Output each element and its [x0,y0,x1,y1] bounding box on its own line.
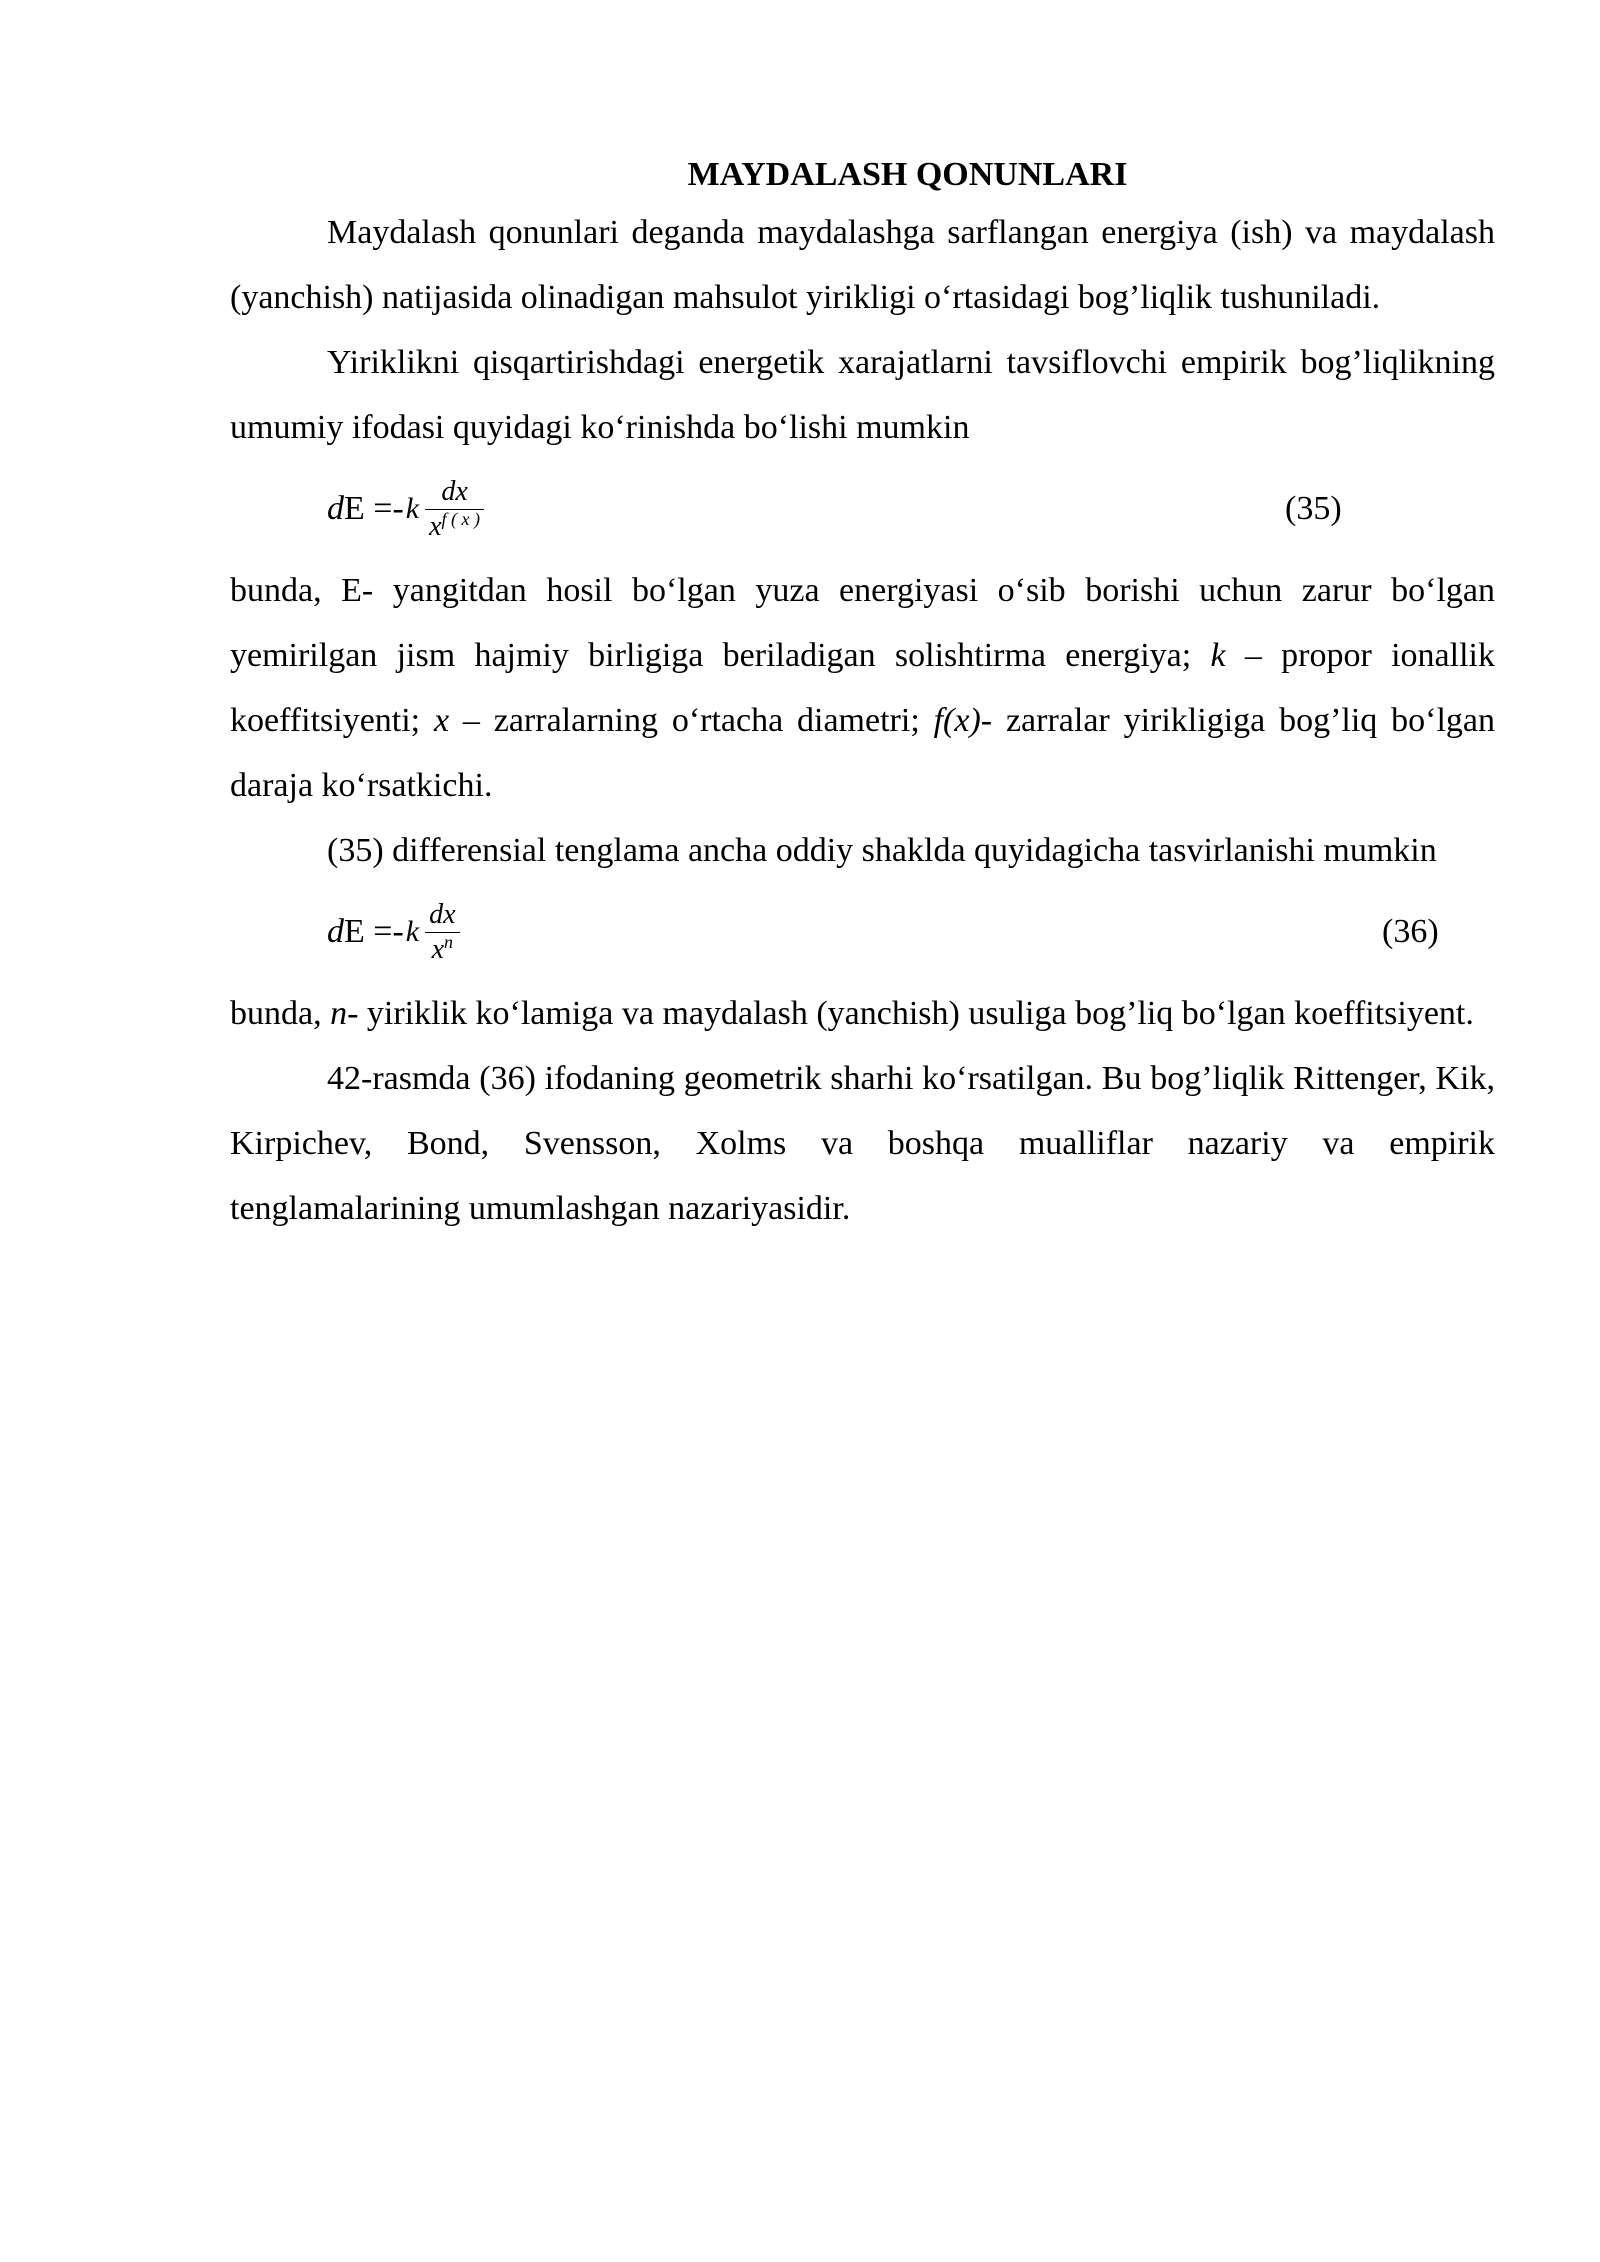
formula-36-fraction [425,898,459,967]
paragraph-definition: Maydalash qonunlari deganda maydalashga sarflangan energiya (ish) va maydalash (yanchish) natijasida olinadigan mahsulot yirikligi o‘rtasidagi bog’liqlik tushuniladi. [230,214,1495,316]
formula-36-row [230,883,1495,981]
formula-35-fraction [425,475,484,544]
formula-35-lhs: dE =- [327,490,404,527]
formula-35-k: k [405,492,420,525]
formula-35-denominator: $x^{f ( x )}$ [429,508,481,542]
formula-36 [327,883,460,981]
equation-number-36: (36) [1382,913,1439,950]
formula-35-row [230,460,1495,558]
paragraph-geometric-interpretation: 42-rasmda (36) ifodaning geometrik sharhi ko‘rsatilgan. Bu bog’liqlik Rittenger, Kik, Kirpichev, Bond, Svensson, Xolms va boshqa mualliflar nazariy va empirik tenglamalarining umumlashgan nazariyasidir. [230,1060,1495,1227]
formula-36-k: k [405,915,420,948]
paragraph-variables: bunda, E- yangitdan hosil bo‘lgan yuza energiyasi o‘sib borishi uchun zarur bo‘lgan yemirilgan jism hajmiy birligiga beriladigan solishtirma energiya; k – propor ionallik koeffitsiyenti; x – zarralarning o‘rtacha diametri; f(x)- zarralar yirikligiga bog’liq bo‘lgan daraja ko‘rsatkichi. [230,572,1495,804]
formula-36-numerator: dx [429,898,456,930]
equation-number-35: (35) [1285,490,1342,527]
page-title: MAYDALASH QONUNLARI [687,156,1128,193]
formula-36-lhs: dE =- [327,913,404,950]
formula-36-denominator: $x^n$ [431,931,454,965]
paragraph-empirical-intro: Yiriklikni qisqartirishdagi energetik xarajatlarni tavsiflovchi empirik bog’liqlikning umumiy ifodasi quyidagi ko‘rinishda bo‘lishi mumkin [230,344,1495,446]
formula-35 [327,460,484,558]
document-page [230,150,1495,1241]
paragraph-simplified-intro: (35) differensial tenglama ancha oddiy shaklda quyidagicha tasvirlanishi mumkin [327,832,1437,869]
formula-35-numerator: dx [441,475,468,507]
paragraph-n-coefficient: bunda, n- yiriklik ko‘lamiga va maydalash (yanchish) usuliga bog’liq bo‘lgan koeffitsiyent. [230,995,1474,1032]
formula-36-exponent: n [444,931,454,952]
formula-35-exponent: f ( x ) [441,508,481,529]
